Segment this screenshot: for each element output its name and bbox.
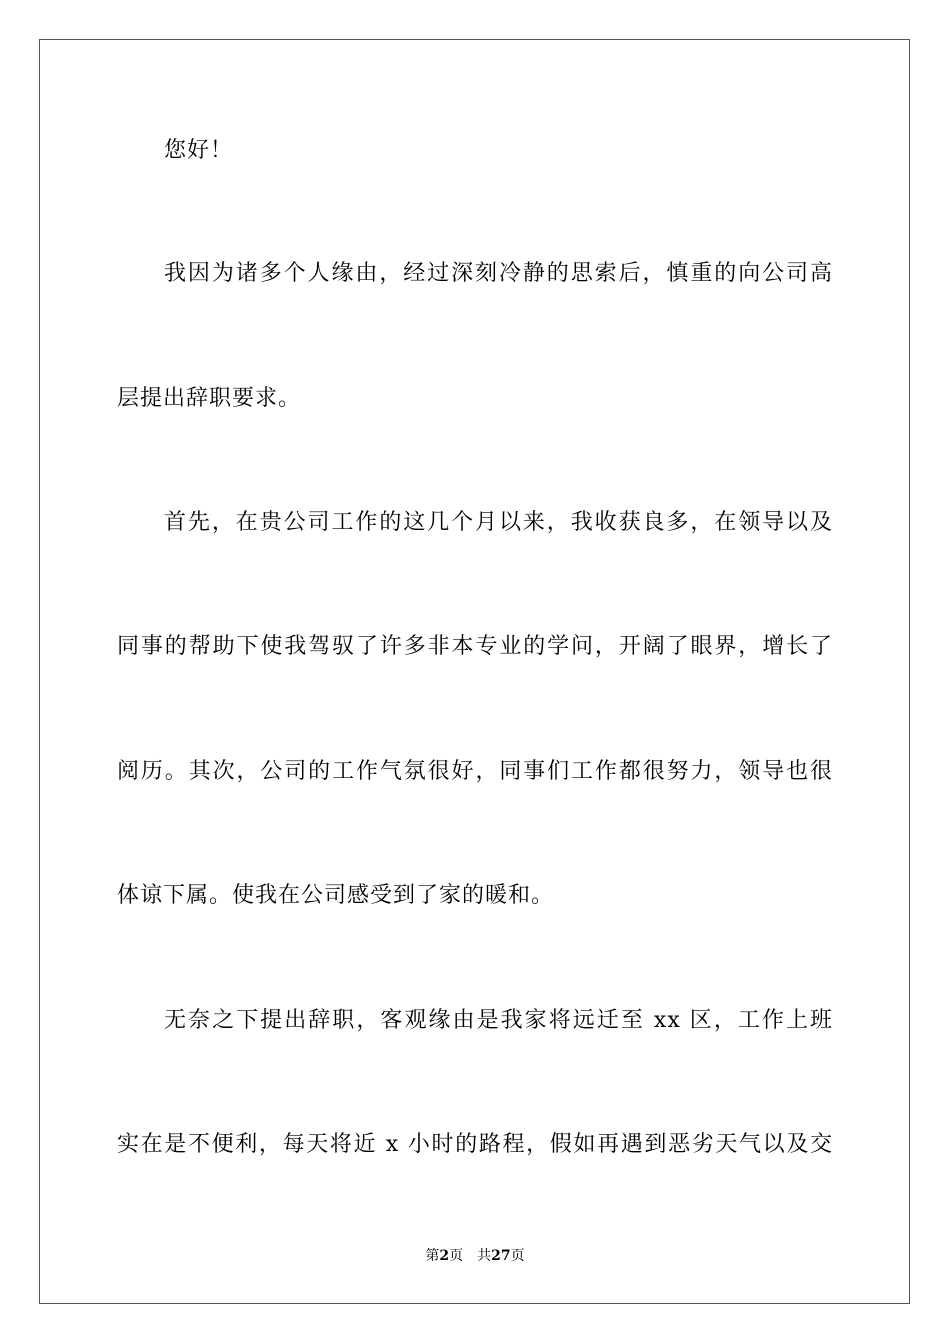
text-line: 无奈之下提出辞职，客观缘由是我家将远迁至 xx 区，工作上班 bbox=[164, 1008, 833, 1033]
text-line: 同事的帮助下使我驾驭了许多非本专业的学问，开阔了眼界，增长了 bbox=[117, 634, 833, 659]
total-prefix: 共 bbox=[477, 1248, 492, 1264]
text-line: 体谅下属。使我在公司感受到了家的暖和。 bbox=[117, 883, 555, 908]
total-suffix: 页 bbox=[510, 1248, 525, 1264]
text-line: 实在是不便利，每天将近 x 小时的路程，假如再遇到恶劣天气以及交 bbox=[117, 1132, 833, 1157]
text-line: 您好！ bbox=[164, 138, 234, 163]
page-suffix: 页 bbox=[449, 1248, 464, 1264]
text-line: 我因为诸多个人缘由，经过深刻冷静的思索后，慎重的向公司高 bbox=[164, 261, 833, 286]
text-line: 层提出辞职要求。 bbox=[117, 386, 302, 411]
text-line: 阅历。其次，公司的工作气氛很好，同事们工作都很努力，领导也很 bbox=[117, 759, 833, 784]
text-line: 首先，在贵公司工作的这几个月以来，我收获良多，在领导以及 bbox=[164, 510, 833, 535]
page-border bbox=[39, 39, 910, 1304]
page-number: 2 bbox=[439, 1248, 450, 1264]
page-footer bbox=[0, 1246, 950, 1266]
page-prefix: 第 bbox=[425, 1248, 440, 1264]
page-total: 27 bbox=[491, 1248, 511, 1264]
